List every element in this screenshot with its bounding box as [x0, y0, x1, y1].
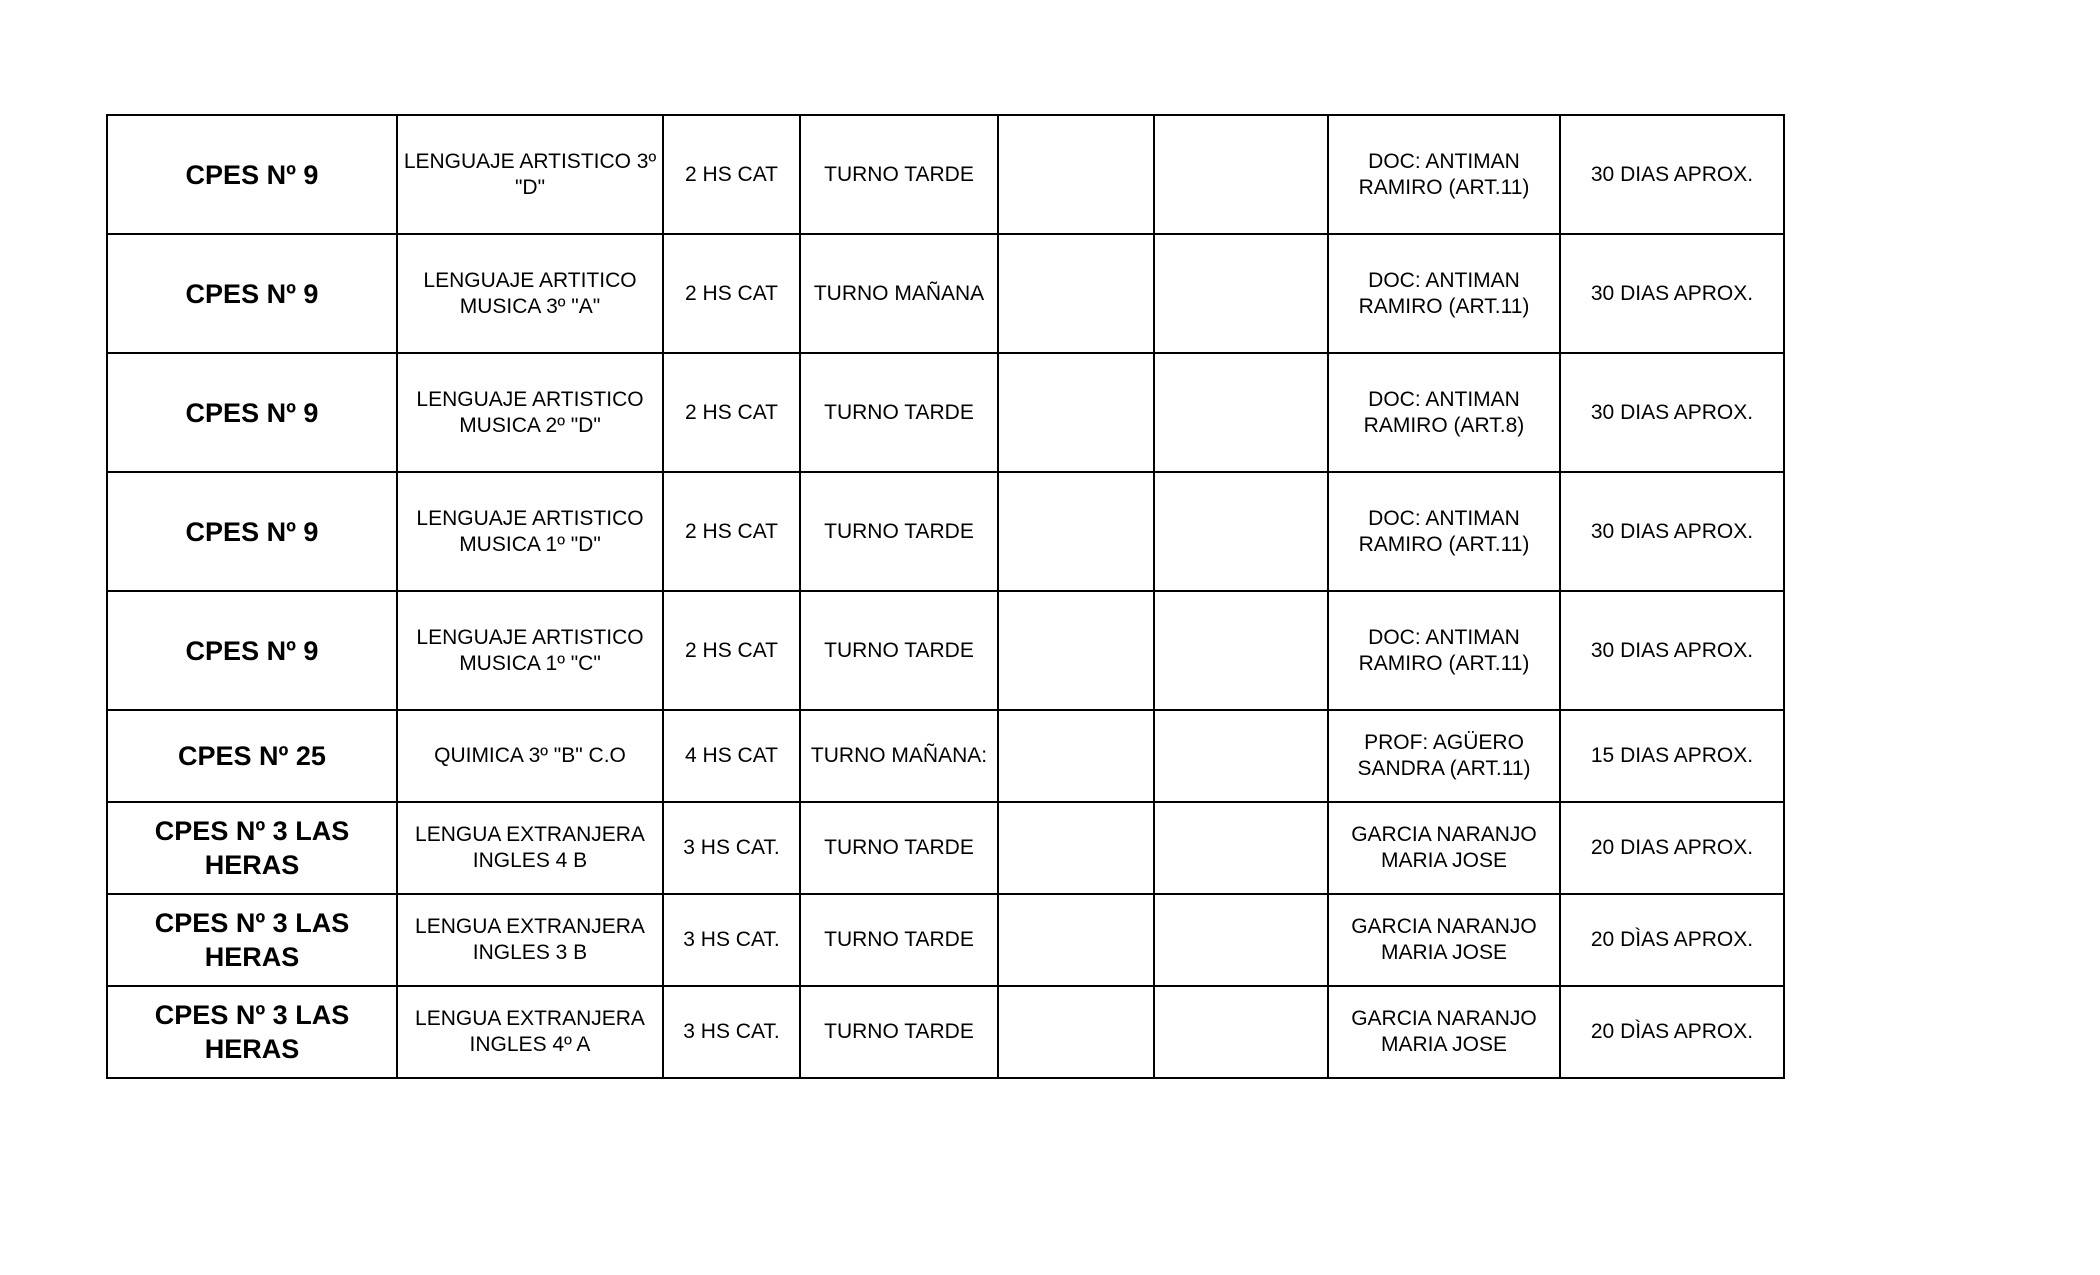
hours-cell: 3 HS CAT.: [663, 986, 800, 1078]
hours-cell: 2 HS CAT: [663, 472, 800, 591]
duration-cell: 30 DIAS APROX.: [1560, 234, 1784, 353]
teacher-cell: DOC: ANTIMAN RAMIRO (ART.11): [1328, 591, 1560, 710]
hours-cell: 3 HS CAT.: [663, 894, 800, 986]
shift-cell: TURNO TARDE: [800, 894, 998, 986]
empty-cell: [998, 234, 1154, 353]
teacher-cell: GARCIA NARANJO MARIA JOSE: [1328, 894, 1560, 986]
empty-cell: [998, 894, 1154, 986]
subject-cell: LENGUA EXTRANJERA INGLES 4 B: [397, 802, 663, 894]
school-cell: CPES Nº 9: [107, 234, 397, 353]
shift-cell: TURNO TARDE: [800, 591, 998, 710]
empty-cell: [998, 472, 1154, 591]
school-cell: CPES Nº 3 LAS HERAS: [107, 986, 397, 1078]
shift-cell: TURNO TARDE: [800, 986, 998, 1078]
table-row: [107, 591, 1784, 710]
school-cell: CPES Nº 9: [107, 472, 397, 591]
shift-cell: TURNO TARDE: [800, 115, 998, 234]
duration-cell: 20 DÌAS APROX.: [1560, 894, 1784, 986]
duration-cell: 20 DIAS APROX.: [1560, 802, 1784, 894]
school-cell: CPES Nº 9: [107, 353, 397, 472]
school-cell: CPES Nº 3 LAS HERAS: [107, 802, 397, 894]
subject-cell: QUIMICA 3º "B" C.O: [397, 710, 663, 802]
table-row: [107, 986, 1784, 1078]
duration-cell: 15 DIAS APROX.: [1560, 710, 1784, 802]
empty-cell: [1154, 353, 1328, 472]
table-row: [107, 115, 1784, 234]
hours-cell: 2 HS CAT: [663, 115, 800, 234]
hours-cell: 3 HS CAT.: [663, 802, 800, 894]
school-cell: CPES Nº 25: [107, 710, 397, 802]
subject-cell: LENGUA EXTRANJERA INGLES 4º A: [397, 986, 663, 1078]
shift-cell: TURNO TARDE: [800, 472, 998, 591]
table-row: [107, 472, 1784, 591]
table-row: [107, 234, 1784, 353]
empty-cell: [1154, 115, 1328, 234]
hours-cell: 2 HS CAT: [663, 234, 800, 353]
subject-cell: LENGUA EXTRANJERA INGLES 3 B: [397, 894, 663, 986]
duration-cell: 20 DÌAS APROX.: [1560, 986, 1784, 1078]
empty-cell: [1154, 986, 1328, 1078]
teacher-cell: DOC: ANTIMAN RAMIRO (ART.8): [1328, 353, 1560, 472]
hours-cell: 2 HS CAT: [663, 591, 800, 710]
empty-cell: [1154, 472, 1328, 591]
empty-cell: [1154, 802, 1328, 894]
table-row: [107, 353, 1784, 472]
shift-cell: TURNO TARDE: [800, 802, 998, 894]
empty-cell: [998, 802, 1154, 894]
table-row: [107, 710, 1784, 802]
subject-cell: LENGUAJE ARTISTICO MUSICA 2º "D": [397, 353, 663, 472]
duration-cell: 30 DIAS APROX.: [1560, 115, 1784, 234]
empty-cell: [998, 353, 1154, 472]
table-row: [107, 802, 1784, 894]
duration-cell: 30 DIAS APROX.: [1560, 353, 1784, 472]
empty-cell: [1154, 894, 1328, 986]
teacher-cell: DOC: ANTIMAN RAMIRO (ART.11): [1328, 472, 1560, 591]
shift-cell: TURNO TARDE: [800, 353, 998, 472]
empty-cell: [1154, 234, 1328, 353]
subject-cell: LENGUAJE ARTITICO MUSICA 3º "A": [397, 234, 663, 353]
teacher-cell: DOC: ANTIMAN RAMIRO (ART.11): [1328, 115, 1560, 234]
teacher-cell: PROF: AGÜERO SANDRA (ART.11): [1328, 710, 1560, 802]
empty-cell: [1154, 591, 1328, 710]
vacancies-table: [106, 114, 1785, 1079]
empty-cell: [1154, 710, 1328, 802]
teacher-cell: GARCIA NARANJO MARIA JOSE: [1328, 986, 1560, 1078]
duration-cell: 30 DIAS APROX.: [1560, 591, 1784, 710]
shift-cell: TURNO MAÑANA:: [800, 710, 998, 802]
school-cell: CPES Nº 3 LAS HERAS: [107, 894, 397, 986]
hours-cell: 4 HS CAT: [663, 710, 800, 802]
shift-cell: TURNO MAÑANA: [800, 234, 998, 353]
subject-cell: LENGUAJE ARTISTICO MUSICA 1º "C": [397, 591, 663, 710]
duration-cell: 30 DIAS APROX.: [1560, 472, 1784, 591]
table-row: [107, 894, 1784, 986]
teacher-cell: DOC: ANTIMAN RAMIRO (ART.11): [1328, 234, 1560, 353]
empty-cell: [998, 115, 1154, 234]
teacher-cell: GARCIA NARANJO MARIA JOSE: [1328, 802, 1560, 894]
empty-cell: [998, 710, 1154, 802]
subject-cell: LENGUAJE ARTISTICO MUSICA 1º "D": [397, 472, 663, 591]
empty-cell: [998, 986, 1154, 1078]
subject-cell: LENGUAJE ARTISTICO 3º "D": [397, 115, 663, 234]
school-cell: CPES Nº 9: [107, 591, 397, 710]
school-cell: CPES Nº 9: [107, 115, 397, 234]
empty-cell: [998, 591, 1154, 710]
hours-cell: 2 HS CAT: [663, 353, 800, 472]
